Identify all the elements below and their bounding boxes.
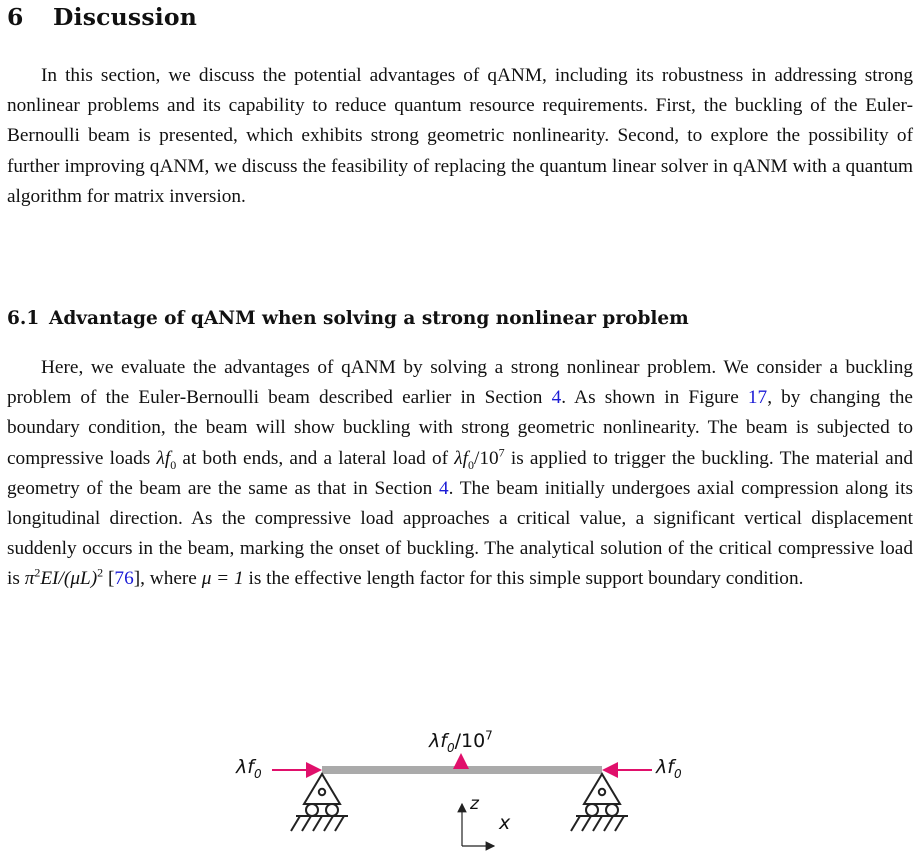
ref-section-link[interactable]: 4 [438, 477, 449, 499]
ref-figure-link[interactable]: 17 [747, 387, 768, 409]
left-load-label: $\lambda f_0$ [236, 756, 262, 781]
beam [322, 766, 602, 774]
section-title: Discussion [53, 3, 198, 31]
subsection-title: Advantage of qANM when solving a strong nonlinear problem [49, 308, 689, 329]
subsection-heading [7, 308, 689, 329]
section-number: 6 [7, 3, 24, 31]
z-axis-label: z [470, 794, 479, 814]
beam-figure [0, 728, 920, 854]
ref-citation-link[interactable]: 76 [114, 568, 134, 590]
beam-diagram [0, 742, 920, 854]
subsection-number: 6.1 [7, 308, 40, 329]
ref-section-link[interactable]: 4 [551, 387, 562, 409]
section-heading [7, 3, 197, 31]
right-pin-support [571, 774, 628, 831]
left-pin-support [291, 774, 348, 831]
intro-paragraph: In this section, we discuss the potential advantages of qANM, including its robustness in addressing strong nonlinear problems and its capability to reduce quantum resource requirements. First, the buckling of the Euler-Bernoulli beam is presented, which exhibits strong geometric nonlinearity. Second, to explore the possibility of further improving qANM, we discuss the feasibility of replacing the quantum linear solver in qANM with a quantum algorithm for matrix inversion. [7, 65, 913, 207]
right-load-label: $\lambda f_0$ [656, 756, 682, 781]
x-axis-label: x [499, 812, 511, 834]
body-paragraph: Here, we evaluate the advantages of qANM by solving a strong nonlinear problem. We consider a buckling problem of the Euler-Bernoulli beam described earlier in Section 4. As shown in Figure 17, by changing the boundary condition, the beam will show buckling with strong geometric nonlinearity. The beam is subjected to compressive loads $\lambda f_0$ at both ends, and a lateral load of $\lambda f_0/10^7$ is applied to trigger the buckling. The material and geometry of the beam are the same as that in Section 4. The beam initially undergoes axial compression along its longitudinal direction. As the compressive load approaches a critical value, a significant vertical displacement suddenly occurs in the beam, marking the onset of buckling. The analytical solution of the critical compressive load is $\pi^2EI/(\mu L)^2$ [76], where μ = 1 is the effective length factor for this simple support boundary condition. [7, 357, 914, 590]
top-load-label: $\lambda f_0/10^7$ [429, 728, 493, 755]
